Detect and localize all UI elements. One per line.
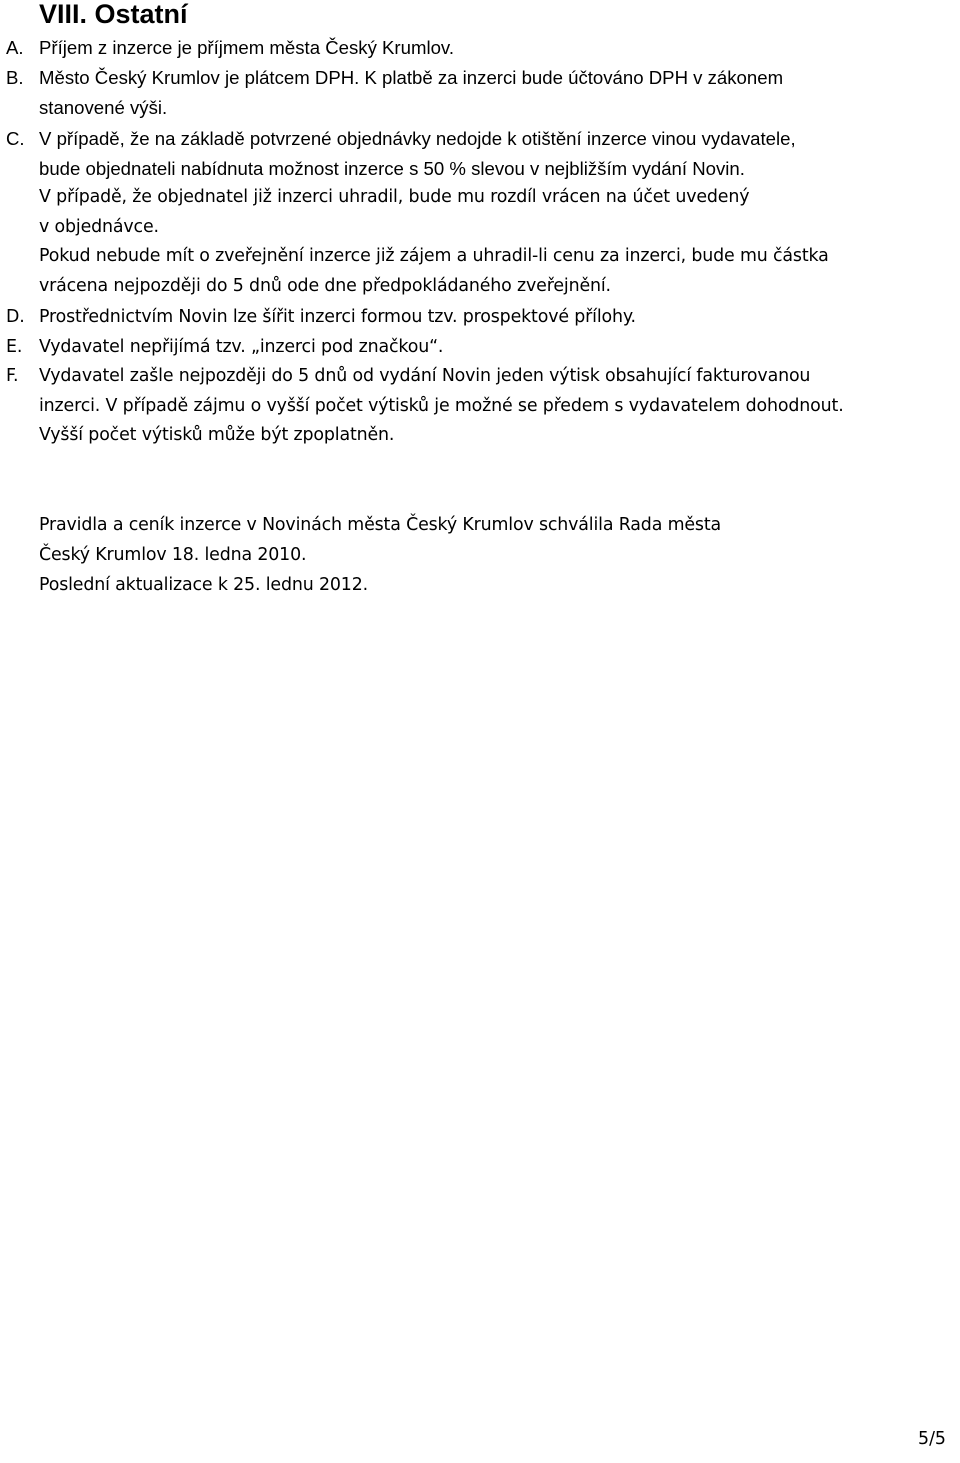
text-line: Prostřednictvím Novin lze šířit inzerci formou tzv. prospektové přílohy. (39, 307, 636, 327)
text-line: Poslední aktualizace k 25. lednu 2012. (39, 575, 368, 595)
text-line: Vydavatel zašle nejpozději do 5 dnů od vydání Novin jeden výtisk obsahující fakturovanou (39, 366, 811, 386)
list-marker: E. (6, 337, 23, 357)
list-item-text (39, 124, 960, 301)
text-line: Pokud nebude mít o zveřejnění inzerce již zájem a uhradil-li cenu za inzerci, bude mu částka (39, 246, 829, 266)
text-line: bude objednateli nabídnuta možnost inzerce s 50 % slevou v nejbližším vydání Novin. (39, 157, 745, 179)
list-item-text (39, 33, 960, 63)
list-item-text (39, 303, 960, 333)
list-marker: A. (6, 37, 24, 58)
text-line: inzerci. V případě zájmu o vyšší počet výtisků je možné se předem s vydavatelem dohodnout. (39, 395, 844, 416)
text-line: vrácena nejpozději do 5 dnů ode dne předpokládaného zveřejnění. (39, 275, 611, 296)
list-marker: D. (6, 307, 25, 327)
list-item-text (39, 333, 960, 363)
text-line: v objednávce. (39, 216, 159, 237)
list-marker: C. (6, 128, 25, 149)
list-item-text (39, 362, 960, 451)
approval-note (39, 510, 721, 600)
list-marker: F. (6, 366, 19, 386)
list-marker: B. (6, 67, 24, 88)
text-line: Pravidla a ceník inzerce v Novinách města Český Krumlov schválila Rada města (39, 515, 722, 535)
text-line: V případě, že na základě potvrzené objednávky nedojde k otištění inzerce vinou vydavatele, (39, 128, 796, 149)
text-line: Příjem z inzerce je příjmem města Český Krumlov. (39, 37, 455, 58)
page-number: 5/5 (918, 1429, 946, 1449)
text-line: stanovené výši. (39, 96, 168, 118)
list-item-text (39, 63, 960, 122)
text-line: Město Český Krumlov je plátcem DPH. K platbě za inzerci bude účtováno DPH v zákonem (39, 67, 784, 88)
text-line: Vydavatel nepřijímá tzv. „inzerci pod značkou“. (39, 337, 444, 357)
text-line: Vyšší počet výtisků může být zpoplatněn. (39, 425, 395, 445)
text-line: Český Krumlov 18. ledna 2010. (39, 545, 307, 565)
text-line: V případě, že objednatel již inzerci uhradil, bude mu rozdíl vrácen na účet uvedený (39, 187, 750, 207)
section-heading: VIII. Ostatní (39, 0, 188, 29)
